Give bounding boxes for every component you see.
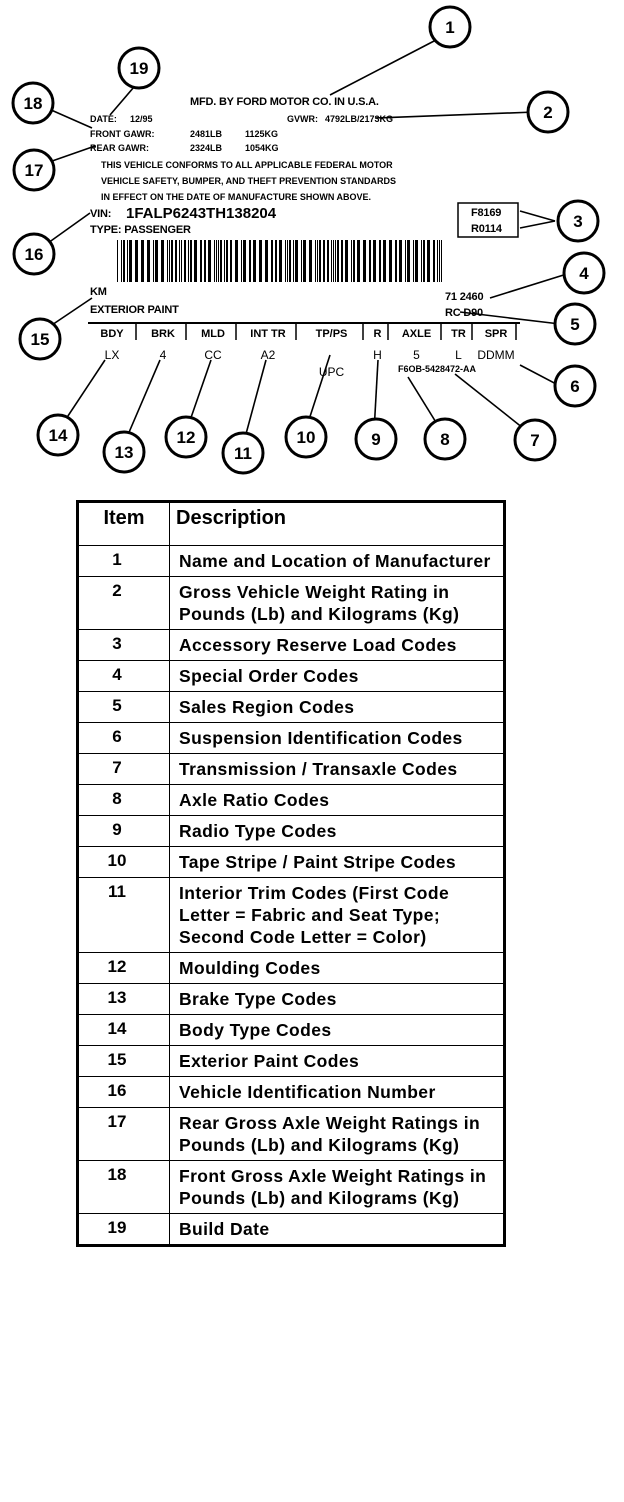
code-header: TR	[451, 328, 466, 340]
vin-barcode	[117, 240, 442, 282]
item-description: Exterior Paint Codes	[170, 1046, 505, 1077]
table-row	[78, 661, 505, 692]
table-row	[78, 754, 505, 785]
item-description: Axle Ratio Codes	[170, 785, 505, 816]
table-row	[78, 1077, 505, 1108]
rear-gawr-label: REAR GAWR:	[90, 143, 149, 153]
callout-15	[20, 319, 60, 359]
conform-line-3: IN EFFECT ON THE DATE OF MANUFACTURE SHOWN ABOVE.	[101, 192, 371, 202]
item-number: 14	[78, 1015, 170, 1046]
code-value: 5	[413, 348, 420, 362]
item-description: Interior Trim Codes (First Code Letter = Fabric and Seat Type; Second Code Letter = Color)	[170, 878, 505, 953]
code-value: A2	[260, 348, 276, 362]
item-description: Transmission / Transaxle Codes	[170, 754, 505, 785]
callout-18	[13, 83, 53, 123]
item-description: Moulding Codes	[170, 953, 505, 984]
legend-body	[78, 546, 505, 1246]
callout-3	[558, 201, 598, 241]
callout-13	[104, 432, 144, 472]
table-row	[78, 630, 505, 661]
callout-number: 9	[371, 430, 381, 449]
item-description: Name and Location of Manufacturer	[170, 546, 505, 577]
callout-5	[555, 304, 595, 344]
front-gawr-kg: 1125KG	[245, 129, 279, 139]
item-description: Radio Type Codes	[170, 816, 505, 847]
item-description: Suspension Identification Codes	[170, 723, 505, 754]
conform-line-1: THIS VEHICLE CONFORMS TO ALL APPLICABLE FEDERAL MOTOR	[101, 160, 393, 170]
rear-gawr-lb: 2324LB	[190, 143, 223, 153]
item-number: 4	[78, 661, 170, 692]
item-description: Vehicle Identification Number	[170, 1077, 505, 1108]
table-row	[78, 692, 505, 723]
table-row	[78, 1108, 505, 1161]
table-row	[78, 1214, 505, 1246]
item-description: Front Gross Axle Weight Ratings in Pounds (Lb) and Kilograms (Kg)	[170, 1161, 505, 1214]
special-order-codes: 71 2460	[445, 291, 484, 303]
vin-value: 1FALP6243TH138204	[126, 205, 277, 222]
item-number: 18	[78, 1161, 170, 1214]
item-description: Special Order Codes	[170, 661, 505, 692]
code-header: SPR	[484, 328, 508, 340]
item-number: 15	[78, 1046, 170, 1077]
code-header: TP/PS	[315, 328, 348, 340]
header-item: Item	[78, 502, 170, 546]
gvwr-value: 4792LB/2173KG	[325, 114, 394, 124]
callout-number: 17	[24, 161, 44, 180]
callout-number: 8	[440, 430, 450, 449]
callout-number: 11	[234, 444, 252, 463]
code-value: H	[373, 348, 382, 362]
table-row	[78, 847, 505, 878]
code-header: AXLE	[401, 328, 432, 340]
callout-14	[38, 415, 78, 455]
callout-number: 10	[296, 428, 316, 447]
table-row	[78, 878, 505, 953]
item-description: Rear Gross Axle Weight Ratings in Pounds (Lb) and Kilograms (Kg)	[170, 1108, 505, 1161]
item-number: 3	[78, 630, 170, 661]
table-row	[78, 785, 505, 816]
table-row	[78, 546, 505, 577]
callout-markers	[13, 7, 604, 473]
callout-number: 2	[543, 103, 553, 122]
item-description: Body Type Codes	[170, 1015, 505, 1046]
item-number: 9	[78, 816, 170, 847]
item-number: 6	[78, 723, 170, 754]
callout-8	[425, 419, 465, 459]
part-number: F6OB-5428472-AA	[398, 364, 477, 374]
vehicle-type: TYPE: PASSENGER	[90, 224, 191, 236]
reserve-code-2: R0114	[471, 223, 502, 235]
front-gawr-label: FRONT GAWR:	[90, 129, 155, 139]
item-number: 13	[78, 984, 170, 1015]
item-number: 17	[78, 1108, 170, 1161]
vin-label: VIN:	[90, 208, 112, 220]
callout-4	[564, 253, 604, 293]
item-description: Tape Stripe / Paint Stripe Codes	[170, 847, 505, 878]
table-row	[78, 984, 505, 1015]
paint-code: KM	[90, 286, 107, 298]
item-number: 12	[78, 953, 170, 984]
front-gawr-lb: 2481LB	[190, 129, 223, 139]
callout-number: 5	[570, 315, 580, 334]
table-row	[78, 1161, 505, 1214]
item-number: 10	[78, 847, 170, 878]
legend-table	[76, 500, 506, 1247]
code-value: 4	[159, 348, 167, 362]
callout-number: 7	[530, 431, 540, 450]
reserve-code-1: F8169	[471, 207, 502, 219]
conform-line-2: VEHICLE SAFETY, BUMPER, AND THEFT PREVENTION STANDARDS	[101, 176, 397, 186]
table-row	[78, 816, 505, 847]
callout-6	[555, 366, 595, 406]
table-row	[78, 577, 505, 630]
exterior-paint-label: EXTERIOR PAINT	[90, 304, 179, 316]
date-label: DATE:	[90, 114, 117, 124]
code-header: R	[373, 328, 382, 340]
callout-9	[356, 419, 396, 459]
callout-17	[14, 150, 54, 190]
table-row	[78, 723, 505, 754]
item-number: 7	[78, 754, 170, 785]
callout-1	[430, 7, 470, 47]
legend-header-row	[78, 502, 505, 546]
rear-gawr-kg: 1054KG	[245, 143, 279, 153]
table-row	[78, 1015, 505, 1046]
code-header: BRK	[151, 328, 175, 340]
code-value: DDMM	[477, 348, 515, 362]
manufacturer-line: MFD. BY FORD MOTOR CO. IN U.S.A.	[190, 96, 379, 108]
callout-number: 19	[129, 59, 149, 78]
callout-number: 4	[579, 264, 589, 283]
item-number: 5	[78, 692, 170, 723]
callout-number: 15	[30, 330, 50, 349]
callout-12	[166, 417, 206, 457]
item-description: Gross Vehicle Weight Rating in Pounds (Lb) and Kilograms (Kg)	[170, 577, 505, 630]
item-number: 8	[78, 785, 170, 816]
item-number: 2	[78, 577, 170, 630]
code-header: INT TR	[250, 328, 286, 340]
item-number: 16	[78, 1077, 170, 1108]
table-row	[78, 1046, 505, 1077]
code-header: MLD	[201, 328, 225, 340]
callout-number: 3	[573, 212, 583, 231]
callout-number: 16	[24, 245, 44, 264]
item-description: Build Date	[170, 1214, 505, 1246]
code-value: CC	[204, 348, 222, 362]
callout-number: 13	[114, 443, 134, 462]
certification-label-diagram	[0, 0, 624, 480]
date-value: 12/95	[130, 114, 153, 124]
item-description: Sales Region Codes	[170, 692, 505, 723]
callout-19	[119, 48, 159, 88]
item-number: 11	[78, 878, 170, 953]
callout-number: 6	[570, 377, 580, 396]
callout-11	[223, 433, 263, 473]
callout-10	[286, 417, 326, 457]
callout-number: 14	[48, 426, 68, 445]
callout-number: 1	[445, 18, 455, 37]
item-description: Brake Type Codes	[170, 984, 505, 1015]
callout-16	[14, 234, 54, 274]
gvwr-label: GVWR:	[287, 114, 318, 124]
code-header: BDY	[100, 328, 124, 340]
callout-7	[515, 420, 555, 460]
sales-region-codes: RC D90	[445, 307, 483, 319]
code-value: L	[455, 348, 462, 362]
code-value: UPC	[318, 365, 345, 379]
header-description: Description	[170, 502, 505, 546]
item-number: 1	[78, 546, 170, 577]
item-number: 19	[78, 1214, 170, 1246]
callout-number: 12	[176, 428, 196, 447]
callout-number: 18	[23, 94, 43, 113]
table-row	[78, 953, 505, 984]
item-description: Accessory Reserve Load Codes	[170, 630, 505, 661]
code-value: LX	[104, 348, 120, 362]
callout-2	[528, 92, 568, 132]
